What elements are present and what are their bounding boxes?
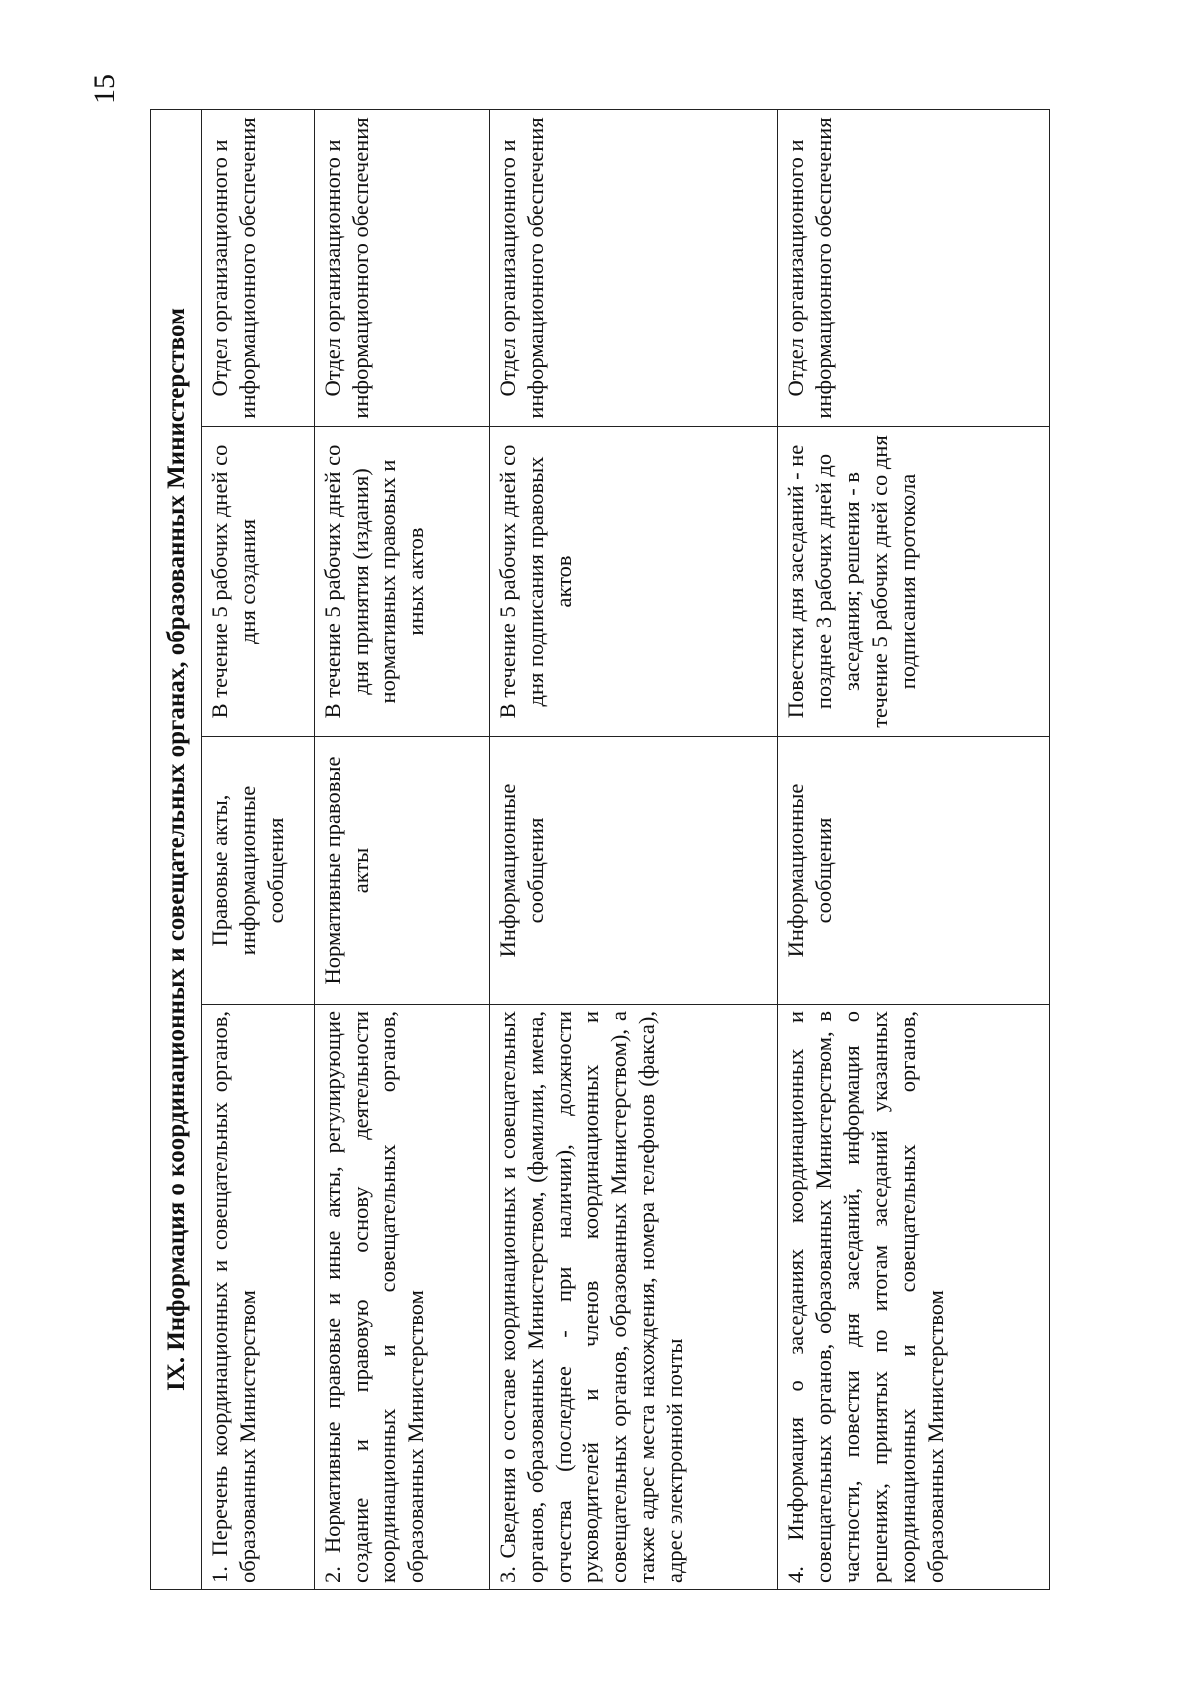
info-type-cell: Информационные сообщения xyxy=(778,737,1050,1005)
table-row xyxy=(778,109,1050,1589)
info-description-cell: 1. Перечень координационных и совещательных органов, образованных Министерством xyxy=(202,1005,314,1590)
section-heading-row xyxy=(151,109,202,1589)
deadline-cell: В течение 5 рабочих дней со дня принятия (издания) нормативных правовых и иных актов xyxy=(314,427,489,737)
deadline-cell: В течение 5 рабочих дней со дня подписания правовых актов xyxy=(489,427,777,737)
info-description-cell: 3. Сведения о составе координационных и совещательных органов, образованных Министерством, (фамилии, имена, отчества (последнее - при наличии), должности руководителей и членов координационных и совещательных органов, образованных Министерством), а также адрес места нахождения, номера телефонов (факса), адрес электронной почты xyxy=(489,1005,777,1590)
responsible-cell: Отдел организационного и информационного обеспечения xyxy=(314,109,489,426)
page-number: 15 xyxy=(88,74,121,104)
rotated-table-container xyxy=(150,110,1050,1590)
deadline-cell: Повестки дня заседаний - не позднее 3 рабочих дней до заседания; решения - в течение 5 рабочих дней со дня подписания протокола xyxy=(778,427,1050,737)
info-description-cell: 4. Информация о заседаниях координационных и совещательных органов, образованных Министерством, в частности, повестки дня заседаний, информация о решениях, принятых по итогам заседаний указанных координационных и совещательных органов, образованных Министерством xyxy=(778,1005,1050,1590)
section-heading: IX. Информация о координационных и совещательных органах, образованных Министерством xyxy=(151,109,202,1589)
information-table xyxy=(150,109,1050,1590)
deadline-cell: В течение 5 рабочих дней со дня создания xyxy=(202,427,314,737)
info-type-cell: Информационные сообщения xyxy=(489,737,777,1005)
info-description-cell: 2. Нормативные правовые и иные акты, регулирующие создание и правовую основу деятельности координационных и совещательных органов, образованных Министерством xyxy=(314,1005,489,1590)
table-row xyxy=(489,109,777,1589)
responsible-cell: Отдел организационного и информационного обеспечения xyxy=(489,109,777,426)
info-type-cell: Нормативные правовые акты xyxy=(314,737,489,1005)
table-row xyxy=(314,109,489,1589)
table-row xyxy=(202,109,314,1589)
responsible-cell: Отдел организационного и информационного обеспечения xyxy=(202,109,314,426)
responsible-cell: Отдел организационного и информационного обеспечения xyxy=(778,109,1050,426)
info-type-cell: Правовые акты, информационные сообщения xyxy=(202,737,314,1005)
